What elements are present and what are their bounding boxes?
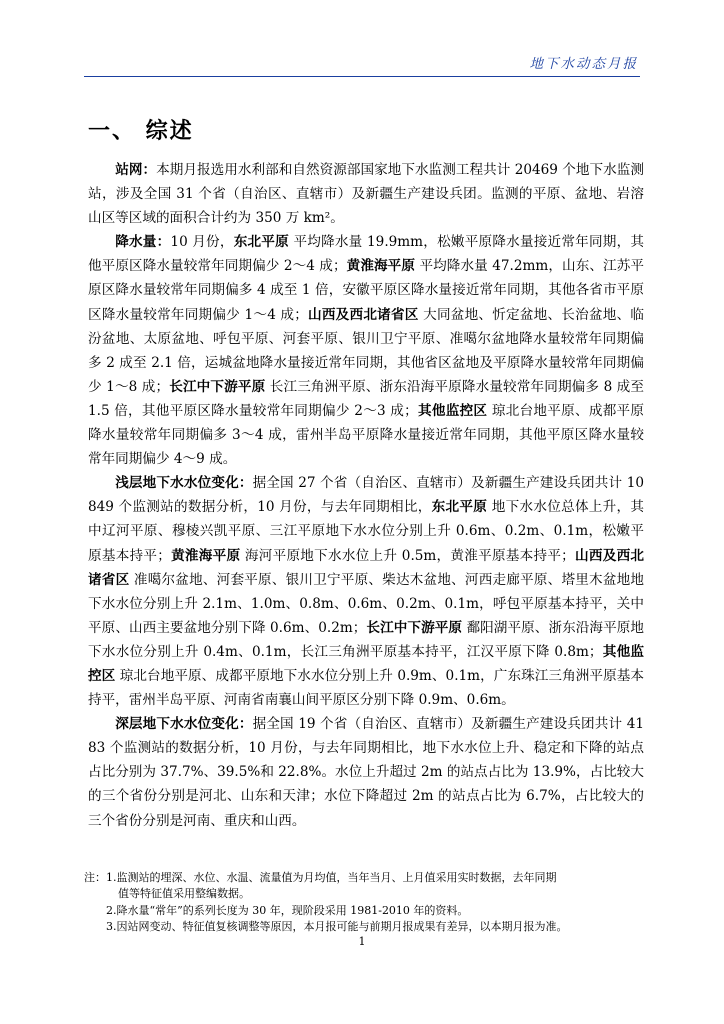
paragraph-text: 据全国 19 个省（自治区、直辖市）及新疆生产建设兵团共计 4183 个监测站的数据分析，10 月份，与去年同期相比，地下水水位上升、稳定和下降的站点占比分别为 37.7%、39.5%和 22.8%。水位上升超过 2m 的站点占比为 13.9%，占比较大的三个省份分别是河北、山东和天津；水位下降超过 2m 的站点占比为 6.7%，占比较大的三个省份分别是河南、重庆和山西。 bbox=[88, 716, 645, 829]
region-name: 山西及西北诸省区 bbox=[307, 306, 419, 323]
footnote-1-continued: 值等特征值采用整编数据。 bbox=[118, 887, 250, 901]
paragraph-label: 深层地下水水位变化： bbox=[115, 716, 253, 733]
region-name: 山西及西北诸省区 bbox=[88, 547, 645, 588]
footnote-text: 1.监测站的埋深、水位、水温、流量值为月均值，当年当月、上月值采用实时数据，去年同期 bbox=[106, 871, 557, 884]
footnote-2: 2.降水量“常年”的系列长度为 30 年，现阶段采用 1981-2010 年的资料。 bbox=[106, 903, 469, 917]
paragraph-label: 降水量： bbox=[115, 234, 171, 251]
paragraph-text: 地下水水位总体上升，其中辽河平原、穆棱兴凯平原、三江平原地下水水位分别上升 0.6m、0.2m、0.1m，松嫩平原基本持平； bbox=[88, 499, 645, 564]
region-name: 长江中下游平原 bbox=[169, 378, 266, 395]
footnote-3: 3.因站网变动、特征值复核调整等原因，本月报可能与前期月报成果有差异，以本期月报为准。 bbox=[106, 920, 568, 934]
paragraph-text: 据全国 27 个省（自治区、直辖市）及新疆生产建设兵团共计 10849 个监测站的数据分析，10 月份，与去年同期相比， bbox=[88, 475, 645, 516]
paragraph-text: 平均降水量 19.9mm，松嫩平原降水量接近常年同期，其他平原区降水量较常年同期偏少 2～4 成； bbox=[88, 234, 644, 275]
paragraph-shallow-groundwater bbox=[88, 471, 644, 712]
paragraph-label: 站网： bbox=[115, 162, 157, 178]
body-text bbox=[88, 158, 644, 833]
paragraph-text: 鄱阳湖平原、浙东沿海平原地下水水位分别上升 0.4m、0.1m，长江三角洲平原基本持平，江汉平原下降 0.8m； bbox=[88, 619, 645, 660]
paragraph-precipitation bbox=[88, 230, 644, 471]
paragraph-text: 琼北台地平原、成都平原降水量较常年同期偏多 3～4 成，雷州半岛平原降水量接近常年同期，其他平原区降水量较常年同期偏少 4～9 成。 bbox=[88, 402, 644, 468]
footnotes bbox=[84, 870, 644, 936]
footnote-1 bbox=[84, 870, 644, 886]
header-rule bbox=[84, 76, 640, 77]
region-name: 黄淮海平原 bbox=[170, 547, 241, 564]
region-name: 其他监控区 bbox=[417, 402, 488, 419]
running-header: 地下水动态月报 bbox=[529, 56, 638, 72]
paragraph-deep-groundwater bbox=[88, 712, 644, 832]
page-number: 1 bbox=[358, 935, 366, 948]
section-title: 一、 综述 bbox=[88, 119, 194, 144]
region-name: 黄淮海平原 bbox=[346, 258, 416, 275]
paragraph-station-network bbox=[88, 158, 644, 230]
paragraph-text: 准噶尔盆地、河套平原、银川卫宁平原、柴达木盆地、河西走廊平原、塔里木盆地地下水水位分别上升 2.1m、1.0m、0.8m、0.6m、0.2m、0.1m，呼包平原基本持平，关中平原、山西主要盆地分别下降 0.6m、0.2m； bbox=[88, 571, 645, 636]
paragraph-text: 长江三角洲平原、浙东沿海平原降水量较常年同期偏多 8 成至 1.5 倍，其他平原区降水量较常年同期偏少 2～3 成； bbox=[88, 378, 644, 419]
paragraph-text: 大同盆地、忻定盆地、长治盆地、临汾盆地、太原盆地、呼包平原、河套平原、银川卫宁平原、准噶尔盆地降水量较常年同期偏多 2 成至 2.1 倍，运城盆地降水量接近常年同期，其他省区盆地及平原降水量较常年同期偏少 1～8 成； bbox=[88, 306, 644, 395]
region-name: 东北平原 bbox=[233, 234, 289, 251]
paragraph-text: 本期月报选用水利部和自然资源部国家地下水监测工程共计 20469 个地下水监测站，涉及全国 31 个省（自治区、直辖市）及新疆生产建设兵团。监测的平原、盆地、岩溶山区等区域的面积合计约为 350 万 km²。 bbox=[88, 162, 645, 227]
paragraph-text: 平均降水量 47.2mm，山东、江苏平原区降水量较常年同期偏多 4 成至 1 倍，安徽平原区降水量接近常年同期，其他各省市平原区降水量较常年同期偏少 1～4 成； bbox=[88, 258, 644, 323]
region-name: 东北平原 bbox=[431, 499, 488, 516]
paragraph-label: 浅层地下水水位变化： bbox=[115, 475, 253, 492]
region-name: 长江中下游平原 bbox=[366, 619, 463, 636]
region-name: 其他监控区 bbox=[88, 643, 645, 684]
footnote-prefix: 注： bbox=[84, 871, 106, 884]
paragraph-text: 琼北台地平原、成都平原地下水水位分别上升 0.9m、0.1m，广东珠江三角洲平原基本持平，雷州半岛平原、河南省南襄山间平原区分别下降 0.9m、0.6m。 bbox=[88, 667, 644, 709]
paragraph-text: 海河平原地下水水位上升 0.5m，黄淮平原基本持平； bbox=[240, 547, 575, 564]
paragraph-text: 10 月份， bbox=[170, 234, 234, 251]
